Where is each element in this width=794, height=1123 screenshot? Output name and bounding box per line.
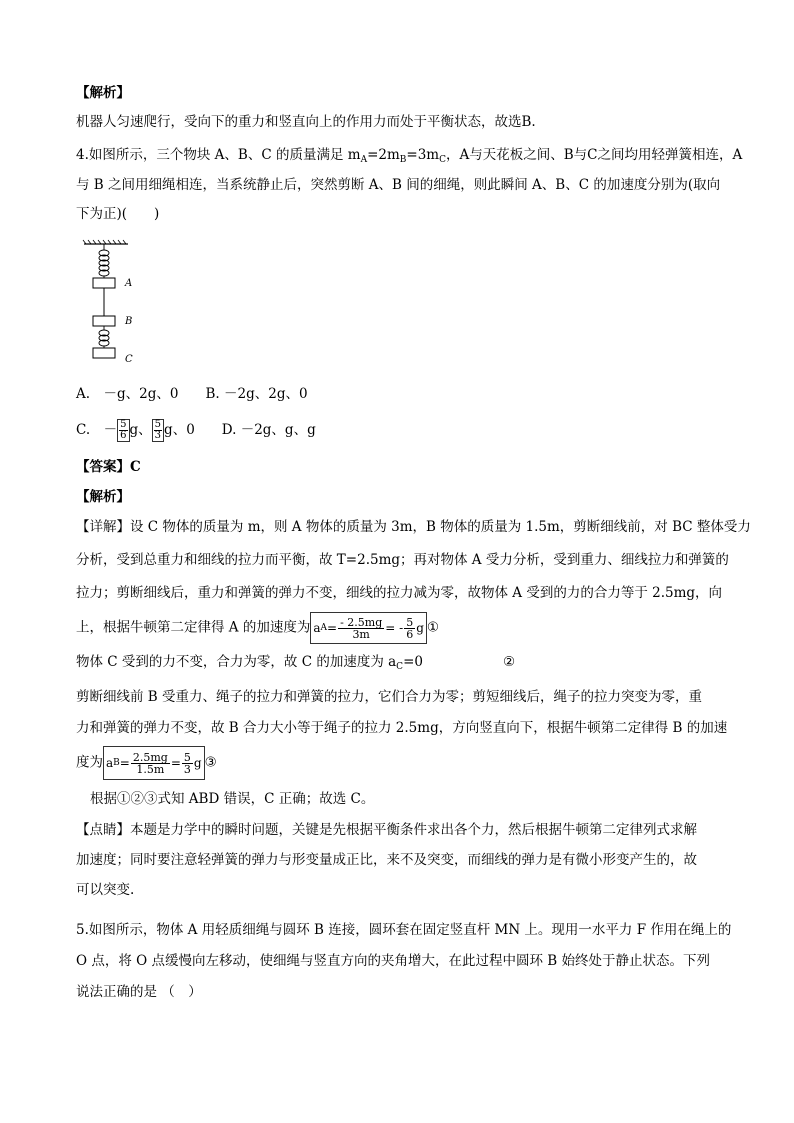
eqa-mid: = - bbox=[385, 621, 404, 635]
q4-sub-a: A bbox=[360, 155, 368, 165]
detail-l5-mark: ② bbox=[502, 654, 516, 670]
detail-line-1: 【详解】设 C 物体的质量为 m，则 A 物体的质量为 3m，B 物体的质量为 1.5m，剪断细线前，对 BC 整体受力 bbox=[76, 519, 751, 535]
detail-line-6: 剪断细线前 B 受重力、绳子的拉力和弹簧的拉力，它们合力为零；剪短细线后，绳子的拉力突变为零，重 bbox=[76, 689, 703, 705]
label-c: C bbox=[125, 354, 133, 365]
eqa-r-num: 5 bbox=[406, 615, 414, 629]
opt-c-frac2-num: 5 bbox=[154, 419, 162, 430]
eqa-g: g bbox=[416, 621, 424, 635]
opt-c-fraction-1 bbox=[117, 419, 129, 442]
detail-line-8 bbox=[76, 746, 217, 780]
q4-eq1: =2m bbox=[367, 147, 400, 163]
eqb-g: g bbox=[193, 756, 202, 770]
option-c-d bbox=[76, 417, 316, 443]
opt-c-frac1-num: 5 bbox=[120, 419, 127, 430]
spring-bc bbox=[99, 326, 109, 348]
detail-line-9: 根据①②③式知 ABD 错误，C 正确；故选 C。 bbox=[90, 791, 375, 807]
q4-sub-b: B bbox=[399, 155, 407, 165]
q4-sub-c: C bbox=[439, 155, 446, 165]
block-b bbox=[93, 316, 115, 326]
eqa-den: 3m bbox=[352, 627, 370, 641]
comment-line-3: 可以突变. bbox=[76, 882, 135, 898]
opt-c-frac1-den: 6 bbox=[120, 430, 127, 441]
analysis-heading-2: 【解析】 bbox=[76, 489, 130, 505]
eqb-num: 2.5mg bbox=[132, 750, 168, 764]
detail-l5-eq: =0 bbox=[403, 654, 423, 670]
eqa-r-den: 6 bbox=[406, 627, 414, 641]
opt-c-frac2-den: 3 bbox=[154, 430, 162, 441]
question-5-line-2: O 点，将 O 点缓慢向左移动，使细绳与竖直方向的夹角增大，在此过程中圆环 B 始终处于静止状态。下列 bbox=[76, 953, 711, 969]
block-c bbox=[93, 348, 115, 358]
q4-eq2: =3m bbox=[406, 147, 440, 163]
eqa-num: - 2.5mg bbox=[340, 615, 383, 629]
eqb-sub: B bbox=[113, 758, 120, 768]
detail-l4-prefix: 上，根据牛顿第二定律得 A 的加速度为 bbox=[76, 619, 311, 636]
analysis-text-1: 机器人匀速爬行，受向下的重力和竖直向上的作用力而处于平衡状态，故选B. bbox=[76, 114, 536, 130]
question-4-line-2: 与 B 之间用细绳相连，当系统静止后，突然剪断 A、B 间的细绳，则此瞬间 A、B、C 的加速度分别为(取向 bbox=[76, 177, 721, 193]
detail-line-4 bbox=[76, 612, 439, 644]
opt-c-fraction-2 bbox=[152, 419, 164, 442]
spring-top bbox=[99, 244, 109, 278]
block-a bbox=[93, 278, 115, 288]
eqa-lhs: a bbox=[313, 621, 321, 635]
analysis-heading-1: 【解析】 bbox=[76, 85, 130, 101]
opt-c-mid: g、 bbox=[129, 422, 152, 438]
comment-line-2: 加速度；同时要注意轻弹簧的弹力与形变量成正比，来不及突变，而细线的弹力是有微小形变产生的，故 bbox=[76, 852, 697, 868]
eqb-r-den: 3 bbox=[183, 762, 191, 776]
opt-c-prefix: C. － bbox=[76, 422, 118, 438]
spring-blocks-figure bbox=[82, 238, 162, 368]
q4-line1-a: 4.如图所示，三个物块 A、B、C 的质量满足 m bbox=[76, 147, 361, 163]
option-a-b: A. －g、2g、0 B. －2g、2g、0 bbox=[76, 386, 308, 402]
detail-line-5 bbox=[76, 653, 515, 676]
detail-line-3: 拉力；剪断细线后，重力和弹簧的弹力不变，细线的拉力减为零，故物体 A 受到的力的合力等于 2.5mg，向 bbox=[76, 585, 723, 601]
detail-l8-prefix: 度为 bbox=[76, 754, 103, 771]
equation-a: a A = $\frac{- 2.5mg}{3m}$ = - $\frac{5}{6}$ g bbox=[310, 612, 427, 644]
label-a: A bbox=[125, 278, 133, 289]
opt-c-suffix: g、0 D. －2g、g、g bbox=[164, 422, 316, 438]
question-4-line-3: 下为正)( ) bbox=[76, 206, 160, 222]
detail-line-7: 力和弹簧的弹力不变，故 B 合力大小等于绳子的拉力 2.5mg，方向竖直向下，根据牛顿第二定律得 B 的加速 bbox=[76, 720, 728, 736]
eqb-r-num: 5 bbox=[183, 750, 191, 764]
question-5-line-3: 说法正确的是 （ ） bbox=[76, 984, 202, 1000]
question-4-line-1 bbox=[76, 146, 742, 169]
detail-l5-prefix: 物体 C 受到的力不变，合力为零，故 C 的加速度为 a bbox=[76, 654, 397, 670]
eqa-sub: A bbox=[320, 623, 327, 633]
eqa-mark: ① bbox=[426, 619, 439, 636]
equation-b: a B = $\frac{2.5mg}{1.5m}$ = $\frac{5}{3}$ g bbox=[103, 746, 205, 780]
answer: 【答案】C bbox=[76, 459, 141, 475]
label-b: B bbox=[125, 316, 133, 327]
eqb-mark: ③ bbox=[204, 754, 217, 771]
question-5-line-1: 5.如图所示，物体 A 用轻质细绳与圆环 B 连接，圆环套在固定竖直杆 MN 上。现用一水平力 F 作用在绳上的 bbox=[76, 922, 732, 938]
q4-line1-b: ，A与天花板之间、B与C之间均用轻弹簧相连，A bbox=[445, 147, 743, 163]
eqb-lhs: a bbox=[106, 756, 114, 770]
detail-l5-sub: C bbox=[396, 662, 404, 672]
detail-line-2: 分析，受到总重力和细线的拉力而平衡，故 T=2.5mg；再对物体 A 受力分析，受到重力、细线拉力和弹簧的 bbox=[76, 552, 729, 568]
eqb-den: 1.5m bbox=[136, 762, 165, 776]
comment-line-1: 【点睛】本题是力学中的瞬时问题，关键是先根据平衡条件求出各个力，然后根据牛顿第二定律列式求解 bbox=[76, 822, 697, 838]
